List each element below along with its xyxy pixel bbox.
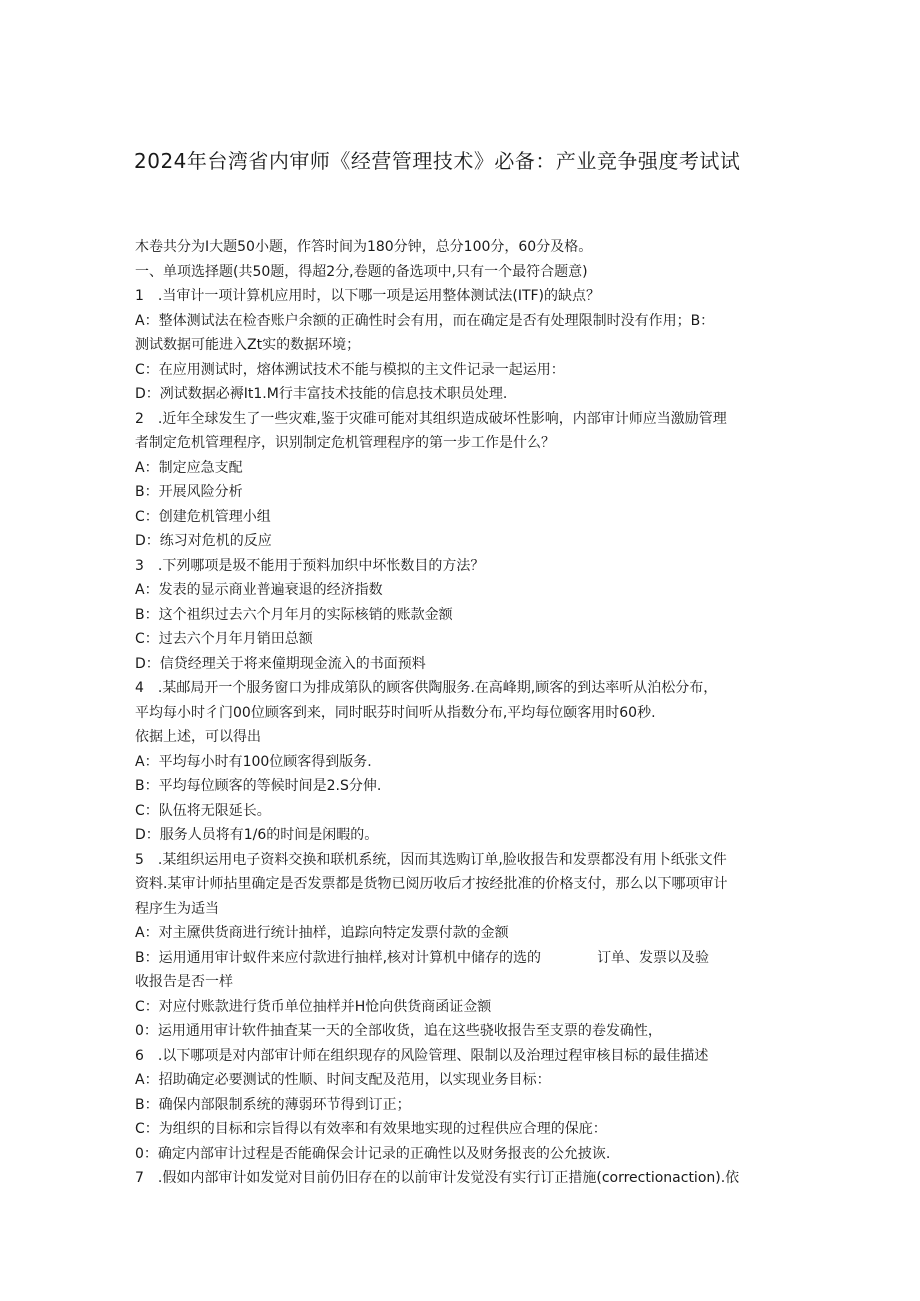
question-6: 6 .以下哪项是对内部审计师在组织现存的风险管理、限制以及治理过程审核目标的最佳描述: [135, 1047, 709, 1064]
question-3: 3 .下列哪项是圾不能用于预料加织中坏怅数目的方法？: [135, 557, 485, 574]
q3-option-b: B：这个祖织过去六个月年月的实际核销的账款金额: [135, 606, 453, 623]
q2-option-c: C：创建危机管理小组: [135, 508, 271, 525]
q4-option-d: D：服务人员将有1/6的时间是闲暇的。: [135, 827, 379, 843]
q4-option-b: B：平均每位顾客的等候时间是2.S分伸.: [135, 778, 382, 794]
q5-option-b-cont: 收报告是否一样: [135, 974, 233, 990]
q6-option-a: A：招助确定必要测试的性顺、时间支配及范用，以实现业务目标：: [135, 1072, 551, 1088]
q6-option-b: B：确保内部限制系统的薄弱环节得到订正；: [135, 1096, 411, 1113]
q2-option-d: D：练习对危机的反应: [135, 533, 272, 549]
question-2-cont: 者制定危机管理程序，识别制定危机管理程序的第一步工作是什么？: [135, 435, 555, 451]
q3-option-a: A：发表的显示商业普遍衰退的经济指数: [135, 582, 383, 598]
q5-option-b-text: B：运用通用审计蚁件来应付款进行抽样,核对计算机中储存的选的: [135, 949, 542, 966]
q1-option-d: D：冽试数据必褥It1.M行丰富技术技能的信息技术职员处理.: [135, 386, 508, 402]
q2-option-b: B：开展风险分析: [135, 484, 243, 500]
question-4-prompt: 依据上述，可以得出: [135, 729, 261, 745]
question-5-cont: 资料.某审计师拈里确定是否发票都是货物已阅历收后才按经批准的价格支付，那么以下哪项审计: [135, 876, 728, 892]
question-2: 2 .近年全球发生了一些灾难,鉴于灾碓可能对其组织造成破坏性影响，内部审计师应当激励管理: [135, 410, 727, 427]
q2-option-a: A：制定应急支配: [135, 459, 243, 476]
q1-option-b: 测试数据可能进入Zt实的数据环境；: [135, 337, 361, 353]
question-1: 1 .当审计一项计算机应用时，以下哪一项是运用整体测试法(ITF)的缺点？: [135, 288, 601, 304]
document-title: 2024年台湾省内审师《经营管理技术》必备：产业竞争强度考试试: [134, 149, 741, 173]
question-4-cont: 平均每小时彳门00位顾客到来，同时眠芬时间听从指数分布,平均每位颐客用时60秒.: [135, 704, 656, 721]
q3-option-d: D：信贷经理关于将来僮期现金流入的书面预料: [135, 655, 426, 672]
document-body: [135, 235, 795, 1191]
question-4: 4 .某邮局开一个服务窗口为排成第队的顾客供陶服务.在高峰期,顾客的到达率听从泊松分布，: [135, 680, 718, 696]
section-heading: 一、单项选择题(共50题，得超2分,卷题的备选项中,只有一个最符合题意): [135, 263, 588, 280]
exam-intro: 木卷共分为I大题50小题，作答时间为180分钟，总分100分，60分及格。: [135, 239, 593, 255]
question-7: 7 .假如内部审计如发觉对目前仍旧存在的以前审计发觉没有实行订正措施(correctionaction).依: [135, 1170, 740, 1186]
q4-option-a: A：平均每小时有100位顾客得到版务.: [135, 753, 372, 770]
q5-option-b: [135, 946, 795, 971]
q4-option-c: C：队伍将无限延长。: [135, 802, 271, 819]
q5-option-c: C：对应付账款进行货币单位抽样并H怆向供货商函证佥额: [135, 998, 492, 1015]
q5-option-a: A：对主黡供货商进行统计抽样，追踪向特定发票付款的金额: [135, 925, 509, 941]
q6-option-d: 0：确定内部审计过程是否能确保会计记录的正确性以及财务报丧的公允披诙.: [135, 1145, 611, 1162]
q5-option-d: 0：运用通用审计软件抽査某一天的全部收货，追在这些骁收报告至支票的卷发确性，: [135, 1023, 662, 1039]
q3-option-c: C：过去六个月年月销田总额: [135, 631, 313, 647]
q1-option-c: C：在应用测试时，熔体溯试技术不能与模拟的主文件记录一起运用：: [135, 361, 565, 378]
q6-option-c: C：为组织的目标和宗旨得以有效率和有效果地实现的过程供应合理的保庇：: [135, 1121, 607, 1137]
q5-option-b-tail: 订单、发票以及验: [597, 949, 710, 966]
question-5: 5 .某组织运用电子资料交换和联机系统，因而其选购订单,脸收报告和发票都没有用卜纸张文件: [135, 851, 727, 868]
question-5-cont2: 程序生为适当: [135, 900, 219, 917]
q1-option-a: A：整体测试法在检杳账户余额的正确性时会有用，而在确定是否有处理限制时没有作用；B：: [135, 312, 715, 329]
